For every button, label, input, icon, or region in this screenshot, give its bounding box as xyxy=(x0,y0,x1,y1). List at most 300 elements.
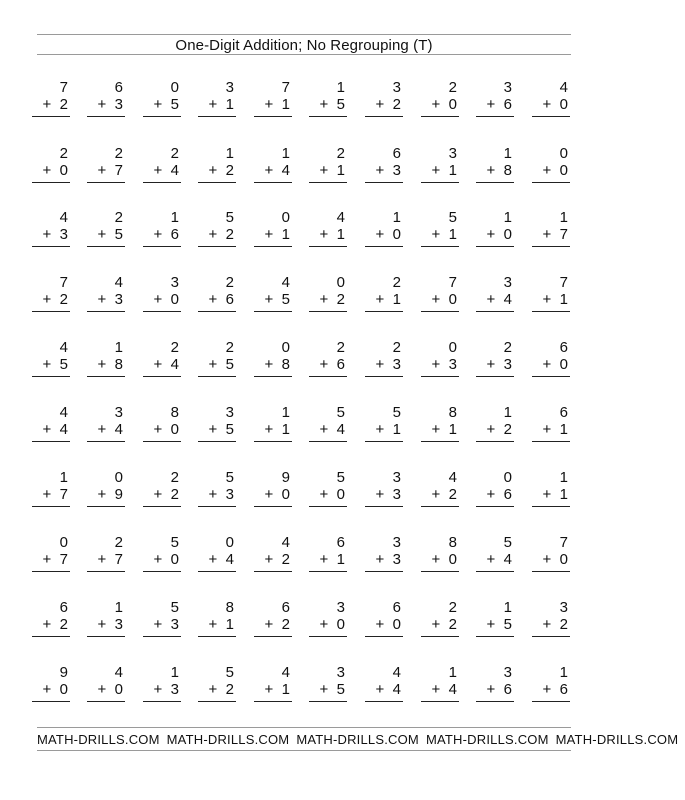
answer-line xyxy=(476,182,514,183)
addition-problem xyxy=(365,404,401,444)
addend-bottom-value: 5 xyxy=(59,356,68,373)
addition-problem xyxy=(87,534,123,574)
plus-sign: + xyxy=(375,616,385,633)
addend-top: 4 xyxy=(336,209,345,226)
addend-bottom xyxy=(543,486,568,503)
plus-sign: + xyxy=(208,96,218,113)
addend-top: 3 xyxy=(503,79,512,96)
addend-bottom-value: 5 xyxy=(225,421,234,438)
addend-top: 2 xyxy=(392,274,401,291)
addend-bottom xyxy=(98,96,123,113)
addition-problem xyxy=(476,274,512,314)
addend-bottom xyxy=(154,162,179,179)
footer-bottom-rule xyxy=(37,750,571,751)
addend-bottom-value: 6 xyxy=(503,486,512,503)
plus-sign: + xyxy=(97,226,107,243)
addend-top: 2 xyxy=(336,339,345,356)
answer-line xyxy=(254,506,292,507)
addend-bottom-value: 4 xyxy=(392,681,401,698)
addend-bottom-value: 2 xyxy=(448,616,457,633)
plus-sign: + xyxy=(264,291,274,308)
addend-bottom xyxy=(209,162,234,179)
addition-problem xyxy=(365,534,401,574)
addend-top: 6 xyxy=(114,79,123,96)
addend-bottom xyxy=(432,616,457,633)
addend-bottom-value: 7 xyxy=(59,551,68,568)
plus-sign: + xyxy=(542,96,552,113)
plus-sign: + xyxy=(431,356,441,373)
answer-line xyxy=(198,571,236,572)
answer-line xyxy=(198,376,236,377)
addend-bottom-value: 1 xyxy=(336,226,345,243)
addend-top: 2 xyxy=(225,274,234,291)
answer-line xyxy=(32,311,70,312)
addend-bottom-value: 0 xyxy=(114,681,123,698)
addend-top: 5 xyxy=(336,469,345,486)
addend-top: 1 xyxy=(114,339,123,356)
addend-bottom-value: 8 xyxy=(503,162,512,179)
plus-sign: + xyxy=(42,162,52,179)
answer-line xyxy=(198,311,236,312)
addition-problem xyxy=(309,274,345,314)
addend-bottom-value: 6 xyxy=(336,356,345,373)
addend-bottom xyxy=(487,681,512,698)
plus-sign: + xyxy=(264,421,274,438)
addition-problem xyxy=(143,469,179,509)
addend-bottom xyxy=(265,226,290,243)
addition-problem xyxy=(32,79,68,119)
addend-bottom-value: 0 xyxy=(448,551,457,568)
addition-problem xyxy=(143,664,179,704)
plus-sign: + xyxy=(153,551,163,568)
addend-top: 0 xyxy=(225,534,234,551)
addition-problem xyxy=(32,534,68,574)
plus-sign: + xyxy=(153,96,163,113)
answer-line xyxy=(309,636,347,637)
addend-top: 3 xyxy=(559,599,568,616)
plus-sign: + xyxy=(208,616,218,633)
addend-bottom-value: 5 xyxy=(336,96,345,113)
plus-sign: + xyxy=(153,421,163,438)
addend-bottom xyxy=(487,291,512,308)
answer-line xyxy=(365,376,403,377)
addend-top: 1 xyxy=(448,664,457,681)
answer-line xyxy=(143,506,181,507)
plus-sign: + xyxy=(319,421,329,438)
addend-top: 7 xyxy=(281,79,290,96)
addition-problem xyxy=(143,274,179,314)
answer-line xyxy=(254,636,292,637)
answer-line xyxy=(143,182,181,183)
addend-top: 2 xyxy=(170,145,179,162)
addend-bottom-value: 3 xyxy=(114,291,123,308)
addend-bottom xyxy=(376,616,401,633)
addend-top: 2 xyxy=(392,339,401,356)
plus-sign: + xyxy=(97,96,107,113)
addition-problem xyxy=(198,145,234,185)
addend-bottom xyxy=(43,291,68,308)
plus-sign: + xyxy=(97,421,107,438)
addend-bottom-value: 8 xyxy=(114,356,123,373)
answer-line xyxy=(532,506,570,507)
addition-problem xyxy=(421,534,457,574)
plus-sign: + xyxy=(319,551,329,568)
plus-sign: + xyxy=(97,162,107,179)
addend-top: 1 xyxy=(59,469,68,486)
addend-bottom-value: 3 xyxy=(503,356,512,373)
addend-bottom-value: 7 xyxy=(114,551,123,568)
addend-top: 1 xyxy=(559,469,568,486)
addition-problem xyxy=(421,664,457,704)
addend-bottom-value: 4 xyxy=(281,162,290,179)
addend-bottom-value: 1 xyxy=(392,421,401,438)
plus-sign: + xyxy=(375,162,385,179)
addition-problem xyxy=(476,664,512,704)
addend-bottom xyxy=(543,226,568,243)
addend-top: 5 xyxy=(448,209,457,226)
answer-line xyxy=(476,246,514,247)
plus-sign: + xyxy=(375,486,385,503)
addend-bottom xyxy=(320,616,345,633)
addend-top: 1 xyxy=(503,209,512,226)
addend-top: 3 xyxy=(392,469,401,486)
addend-bottom-value: 1 xyxy=(448,226,457,243)
addend-bottom xyxy=(154,486,179,503)
addition-problem xyxy=(532,599,568,639)
answer-line xyxy=(476,116,514,117)
answer-line xyxy=(254,311,292,312)
addition-problem xyxy=(198,469,234,509)
addend-bottom xyxy=(543,616,568,633)
plus-sign: + xyxy=(264,356,274,373)
footer-brand-text: MATH-DRILLS.COM xyxy=(37,732,160,747)
addend-bottom-value: 0 xyxy=(503,226,512,243)
addend-bottom xyxy=(265,96,290,113)
addend-bottom xyxy=(543,291,568,308)
addend-bottom xyxy=(265,291,290,308)
answer-line xyxy=(532,441,570,442)
addition-problem xyxy=(476,534,512,574)
addend-bottom xyxy=(487,96,512,113)
answer-line xyxy=(365,441,403,442)
plus-sign: + xyxy=(97,356,107,373)
addend-bottom-value: 0 xyxy=(448,291,457,308)
addend-bottom xyxy=(209,551,234,568)
addend-top: 1 xyxy=(503,599,512,616)
addition-problem xyxy=(143,145,179,185)
addend-top: 4 xyxy=(448,469,457,486)
answer-line xyxy=(532,376,570,377)
addend-bottom xyxy=(98,162,123,179)
addend-top: 5 xyxy=(503,534,512,551)
addend-bottom xyxy=(265,551,290,568)
plus-sign: + xyxy=(431,421,441,438)
footer-brand-text: MATH-DRILLS.COM xyxy=(166,732,290,747)
addend-bottom-value: 3 xyxy=(59,226,68,243)
addition-problem xyxy=(198,534,234,574)
addend-bottom xyxy=(432,421,457,438)
addend-bottom xyxy=(376,96,401,113)
addend-bottom-value: 5 xyxy=(503,616,512,633)
addition-problem xyxy=(32,145,68,185)
addend-bottom xyxy=(98,291,123,308)
addition-problem xyxy=(32,469,68,509)
plus-sign: + xyxy=(42,486,52,503)
addition-problem xyxy=(198,79,234,119)
addend-bottom xyxy=(376,551,401,568)
answer-line xyxy=(32,636,70,637)
answer-line xyxy=(143,116,181,117)
addition-problem xyxy=(476,469,512,509)
addend-bottom-value: 1 xyxy=(225,616,234,633)
addend-bottom-value: 0 xyxy=(559,551,568,568)
answer-line xyxy=(32,376,70,377)
plus-sign: + xyxy=(319,162,329,179)
addend-top: 1 xyxy=(170,664,179,681)
addition-problem xyxy=(143,209,179,249)
addend-bottom xyxy=(98,616,123,633)
addend-top: 3 xyxy=(114,404,123,421)
addend-bottom xyxy=(209,226,234,243)
answer-line xyxy=(32,506,70,507)
addend-bottom-value: 1 xyxy=(448,421,457,438)
addend-bottom xyxy=(154,681,179,698)
answer-line xyxy=(476,441,514,442)
addend-bottom-value: 2 xyxy=(170,486,179,503)
plus-sign: + xyxy=(153,226,163,243)
addend-bottom xyxy=(209,421,234,438)
addition-problem xyxy=(198,339,234,379)
addend-bottom xyxy=(320,486,345,503)
answer-line xyxy=(143,441,181,442)
plus-sign: + xyxy=(208,681,218,698)
addend-bottom-value: 7 xyxy=(114,162,123,179)
answer-line xyxy=(254,116,292,117)
addition-problem xyxy=(476,599,512,639)
plus-sign: + xyxy=(542,421,552,438)
addend-bottom-value: 8 xyxy=(281,356,290,373)
plus-sign: + xyxy=(97,616,107,633)
addition-problem xyxy=(365,209,401,249)
answer-line xyxy=(143,571,181,572)
addend-top: 5 xyxy=(225,664,234,681)
addition-problem xyxy=(143,339,179,379)
addend-bottom xyxy=(432,681,457,698)
addend-bottom xyxy=(154,226,179,243)
addition-problem xyxy=(532,79,568,119)
addend-bottom-value: 0 xyxy=(559,96,568,113)
plus-sign: + xyxy=(153,616,163,633)
addend-bottom-value: 4 xyxy=(59,421,68,438)
answer-line xyxy=(87,571,125,572)
plus-sign: + xyxy=(319,486,329,503)
addition-problem xyxy=(87,209,123,249)
addition-problem xyxy=(309,664,345,704)
addend-top: 6 xyxy=(559,404,568,421)
addend-top: 4 xyxy=(59,339,68,356)
addend-top: 2 xyxy=(336,145,345,162)
addend-top: 6 xyxy=(392,145,401,162)
addend-bottom-value: 4 xyxy=(448,681,457,698)
addend-top: 1 xyxy=(225,145,234,162)
addition-problem xyxy=(421,339,457,379)
plus-sign: + xyxy=(542,226,552,243)
addend-bottom xyxy=(209,291,234,308)
addition-problem xyxy=(476,404,512,444)
addition-problem xyxy=(532,145,568,185)
addend-bottom-value: 4 xyxy=(503,291,512,308)
addition-problem xyxy=(32,599,68,639)
plus-sign: + xyxy=(42,291,52,308)
addend-bottom-value: 2 xyxy=(559,616,568,633)
plus-sign: + xyxy=(542,486,552,503)
plus-sign: + xyxy=(264,551,274,568)
plus-sign: + xyxy=(486,226,496,243)
plus-sign: + xyxy=(486,421,496,438)
addition-problem xyxy=(87,404,123,444)
addend-bottom xyxy=(154,291,179,308)
addend-bottom xyxy=(209,616,234,633)
addend-bottom xyxy=(43,162,68,179)
plus-sign: + xyxy=(264,486,274,503)
addend-top: 0 xyxy=(503,469,512,486)
addition-problem xyxy=(254,534,290,574)
plus-sign: + xyxy=(264,226,274,243)
addend-top: 2 xyxy=(448,79,457,96)
addend-top: 1 xyxy=(170,209,179,226)
addend-bottom-value: 2 xyxy=(281,551,290,568)
addend-bottom-value: 2 xyxy=(225,226,234,243)
plus-sign: + xyxy=(319,616,329,633)
addition-problem xyxy=(254,274,290,314)
addend-bottom-value: 6 xyxy=(559,681,568,698)
answer-line xyxy=(309,116,347,117)
plus-sign: + xyxy=(486,291,496,308)
addition-problem xyxy=(87,274,123,314)
addend-bottom xyxy=(265,486,290,503)
answer-line xyxy=(254,246,292,247)
addend-bottom xyxy=(487,421,512,438)
addend-bottom-value: 5 xyxy=(170,96,179,113)
addend-bottom-value: 3 xyxy=(170,681,179,698)
addend-bottom xyxy=(320,421,345,438)
addend-bottom xyxy=(43,226,68,243)
addition-problem xyxy=(309,599,345,639)
addition-problem xyxy=(198,599,234,639)
answer-line xyxy=(198,246,236,247)
addend-top: 3 xyxy=(503,664,512,681)
addend-bottom xyxy=(543,96,568,113)
addition-problem xyxy=(32,664,68,704)
answer-line xyxy=(143,246,181,247)
plus-sign: + xyxy=(375,96,385,113)
addend-bottom-value: 3 xyxy=(448,356,457,373)
addend-bottom-value: 0 xyxy=(559,356,568,373)
plus-sign: + xyxy=(319,226,329,243)
answer-line xyxy=(198,441,236,442)
addition-problem xyxy=(532,469,568,509)
plus-sign: + xyxy=(542,551,552,568)
addend-bottom-value: 0 xyxy=(170,551,179,568)
plus-sign: + xyxy=(486,551,496,568)
addend-top: 3 xyxy=(392,79,401,96)
plus-sign: + xyxy=(486,96,496,113)
addend-bottom-value: 3 xyxy=(114,616,123,633)
addend-top: 2 xyxy=(114,209,123,226)
addend-top: 4 xyxy=(559,79,568,96)
plus-sign: + xyxy=(208,291,218,308)
addend-top: 3 xyxy=(336,664,345,681)
addition-problem xyxy=(309,79,345,119)
addition-problem xyxy=(365,664,401,704)
addend-bottom-value: 1 xyxy=(336,551,345,568)
addend-bottom xyxy=(487,226,512,243)
addition-problem xyxy=(87,599,123,639)
addition-problem xyxy=(476,339,512,379)
addend-top: 8 xyxy=(170,404,179,421)
addend-bottom-value: 4 xyxy=(336,421,345,438)
addition-problem xyxy=(32,339,68,379)
answer-line xyxy=(421,506,459,507)
addend-bottom-value: 0 xyxy=(281,486,290,503)
answer-line xyxy=(87,246,125,247)
plus-sign: + xyxy=(375,551,385,568)
addend-top: 4 xyxy=(59,404,68,421)
answer-line xyxy=(309,311,347,312)
addition-problem xyxy=(32,209,68,249)
answer-line xyxy=(143,311,181,312)
addend-bottom xyxy=(265,421,290,438)
addend-bottom-value: 2 xyxy=(281,616,290,633)
addition-problem xyxy=(309,339,345,379)
addend-bottom-value: 1 xyxy=(281,681,290,698)
plus-sign: + xyxy=(375,226,385,243)
addend-bottom xyxy=(376,421,401,438)
addition-problem xyxy=(87,664,123,704)
answer-line xyxy=(198,636,236,637)
answer-line xyxy=(32,116,70,117)
answer-line xyxy=(532,311,570,312)
addend-bottom xyxy=(43,551,68,568)
plus-sign: + xyxy=(319,291,329,308)
answer-line xyxy=(254,182,292,183)
addend-bottom xyxy=(154,356,179,373)
addition-problem xyxy=(87,339,123,379)
plus-sign: + xyxy=(97,681,107,698)
addend-top: 2 xyxy=(225,339,234,356)
addend-bottom xyxy=(487,551,512,568)
addend-bottom-value: 5 xyxy=(336,681,345,698)
addend-bottom xyxy=(98,681,123,698)
addend-bottom-value: 2 xyxy=(59,291,68,308)
answer-line xyxy=(421,311,459,312)
addend-bottom xyxy=(432,96,457,113)
addend-top: 0 xyxy=(59,534,68,551)
addition-problem xyxy=(309,534,345,574)
plus-sign: + xyxy=(486,162,496,179)
addend-bottom xyxy=(487,486,512,503)
answer-line xyxy=(87,116,125,117)
addend-top: 7 xyxy=(559,534,568,551)
addition-problem xyxy=(365,599,401,639)
answer-line xyxy=(32,701,70,702)
addend-bottom xyxy=(432,551,457,568)
addend-bottom xyxy=(154,96,179,113)
addend-top: 2 xyxy=(448,599,457,616)
plus-sign: + xyxy=(431,486,441,503)
addend-bottom-value: 0 xyxy=(59,681,68,698)
plus-sign: + xyxy=(264,96,274,113)
